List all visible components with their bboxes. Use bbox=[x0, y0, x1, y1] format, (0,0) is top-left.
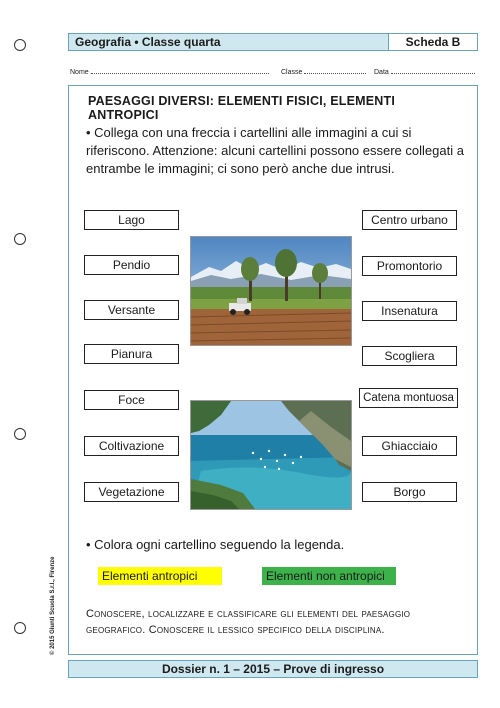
class-label: Classe bbox=[281, 69, 303, 76]
subject-label: Geografia • Classe quarta bbox=[75, 35, 221, 49]
card-right[interactable]: Borgo bbox=[362, 482, 457, 502]
exercise-title: PAESAGGI DIVERSI: ELEMENTI FISICI, ELEMENTI ANTROPICI bbox=[88, 94, 396, 122]
binder-hole bbox=[14, 622, 26, 634]
photo-coast-landscape bbox=[190, 400, 352, 510]
name-label: Nome bbox=[70, 69, 89, 76]
card-right[interactable]: Ghiacciaio bbox=[362, 436, 457, 456]
card-left[interactable]: Versante bbox=[84, 300, 179, 320]
class-line bbox=[304, 66, 366, 74]
name-line bbox=[91, 66, 269, 74]
page-footer: Dossier n. 1 – 2015 – Prove di ingresso bbox=[68, 660, 478, 678]
legend-anthropic: Elementi antropici bbox=[98, 567, 222, 585]
instruction-connect: • Collega con una freccia i cartellini alle immagini a cui si riferiscono. Attenzione: alcuni cartellini possono essere collegati a entrambe le immagini; ci sono però anche due intrusi. bbox=[86, 125, 464, 176]
page-header bbox=[68, 33, 478, 51]
card-right[interactable]: Centro urbano bbox=[362, 210, 457, 230]
sheet-tab: Scheda B bbox=[388, 33, 478, 51]
card-right[interactable]: Scogliera bbox=[362, 346, 457, 366]
date-label: Data bbox=[374, 69, 389, 76]
photo-plain-landscape bbox=[190, 236, 352, 346]
date-line bbox=[391, 66, 475, 74]
card-left[interactable]: Pendio bbox=[84, 255, 179, 275]
card-right[interactable]: Promontorio bbox=[362, 256, 457, 276]
card-left[interactable]: Lago bbox=[84, 210, 179, 230]
legend-natural: Elementi non antropici bbox=[262, 567, 396, 585]
learning-goal: Conoscere, localizzare e classificare gli elementi del paesaggio geografico. Conoscere il lessico specifico della disciplina. bbox=[86, 608, 411, 636]
coast-landscape-illustration bbox=[191, 401, 351, 509]
name-field[interactable] bbox=[70, 66, 269, 76]
card-right[interactable]: Catena montuosa bbox=[359, 388, 458, 408]
card-left[interactable]: Pianura bbox=[84, 344, 179, 364]
card-left[interactable]: Vegetazione bbox=[84, 482, 179, 502]
date-field[interactable] bbox=[374, 66, 475, 76]
card-right[interactable]: Insenatura bbox=[362, 301, 457, 321]
binder-hole bbox=[14, 233, 26, 245]
binder-hole bbox=[14, 39, 26, 51]
copyright-note: © 2015 Giunti Scuola S.r.l., Firenze bbox=[50, 556, 56, 655]
card-left[interactable]: Coltivazione bbox=[84, 436, 179, 456]
card-left[interactable]: Foce bbox=[84, 390, 179, 410]
class-field[interactable] bbox=[281, 66, 366, 76]
instruction-color: • Colora ogni cartellino seguendo la legenda. bbox=[86, 537, 345, 552]
plain-landscape-illustration bbox=[191, 237, 351, 345]
binder-hole bbox=[14, 428, 26, 440]
